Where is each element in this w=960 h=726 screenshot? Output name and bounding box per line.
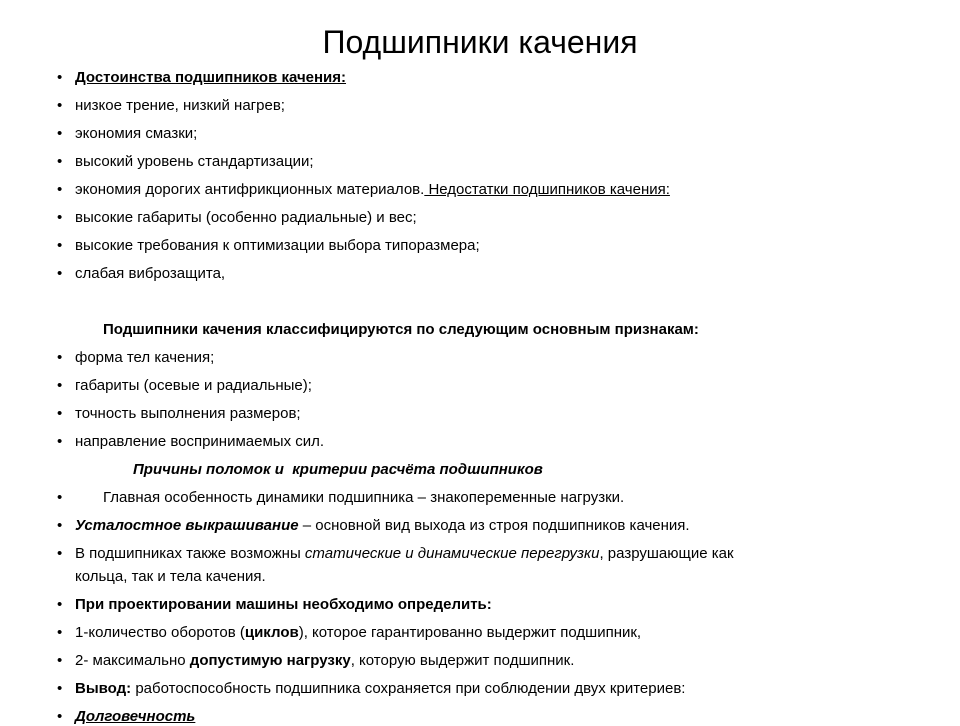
advantage-item: экономия смазки; xyxy=(75,125,198,142)
disadvantage-item: слабая виброзащита, xyxy=(75,265,226,282)
advantage-item: низкое трение, низкий нагрев; xyxy=(75,97,285,114)
overload-post: , разрушающие как xyxy=(599,545,734,562)
bullet: • xyxy=(57,596,63,613)
bullet: • xyxy=(57,680,63,697)
bullet: • xyxy=(57,624,63,641)
item2-term: допустимую нагрузку xyxy=(189,652,351,669)
fatigue-description: – основной вид выхода из строя подшипников качения. xyxy=(298,517,690,534)
classification-item: форма тел качения; xyxy=(75,349,215,366)
advantage-item-last xyxy=(75,180,670,199)
bullet: • xyxy=(57,517,63,534)
bullet: • xyxy=(57,237,63,254)
bullet: • xyxy=(57,153,63,170)
classification-item: направление воспринимаемых сил. xyxy=(75,433,325,450)
bullet: • xyxy=(57,545,63,562)
bullet: • xyxy=(57,405,63,422)
disadvantages-heading: Недостатки подшипников качения: xyxy=(424,181,670,198)
overload-term: статические и динамические перегрузки xyxy=(304,545,600,562)
durability-item: Долговечность xyxy=(75,708,196,725)
overload-pre: В подшипниках также возможны xyxy=(75,545,305,562)
main-feature-text: Главная особенность динамики подшипника – знакопеременные нагрузки. xyxy=(103,489,625,506)
page-title: Подшипники качения xyxy=(322,24,638,60)
item1-term: циклов xyxy=(244,624,299,641)
bullet: • xyxy=(57,433,63,450)
design-item-1 xyxy=(75,623,641,642)
bullet: • xyxy=(57,489,63,506)
item2-post: , которую выдержит подшипник. xyxy=(350,652,575,669)
bullet: • xyxy=(57,265,63,282)
bullet: • xyxy=(57,708,63,725)
item1-post: ), которое гарантированно выдержит подшипник, xyxy=(298,624,642,641)
advantage-item: высокий уровень стандартизации; xyxy=(75,153,314,170)
classification-heading: Подшипники качения классифицируются по следующим основным признакам: xyxy=(103,321,699,338)
design-item-2 xyxy=(75,651,574,670)
bullet: • xyxy=(57,377,63,394)
overload-line xyxy=(75,544,734,563)
fatigue-term: Усталостное выкрашивание xyxy=(75,517,299,534)
bullet: • xyxy=(57,209,63,226)
classification-item: габариты (осевые и радиальные); xyxy=(75,377,312,394)
advantages-heading: Достоинства подшипников качения: xyxy=(75,69,347,86)
fatigue-line xyxy=(75,516,690,535)
classification-item: точность выполнения размеров; xyxy=(75,405,301,422)
conclusion-line xyxy=(75,679,685,698)
bullet: • xyxy=(57,69,63,86)
bullet: • xyxy=(57,125,63,142)
disadvantage-item: высокие требования к оптимизации выбора типоразмера; xyxy=(75,237,480,254)
item1-pre: 1-количество оборотов ( xyxy=(75,624,245,641)
overload-line-2: кольца, так и тела качения. xyxy=(75,568,266,585)
item2-pre: 2- максимально xyxy=(75,652,190,669)
conclusion-text: работоспособность подшипника сохраняется при соблюдении двух критериев: xyxy=(131,680,686,697)
bullet: • xyxy=(57,652,63,669)
bullet: • xyxy=(57,349,63,366)
conclusion-term: Вывод: xyxy=(75,680,132,697)
bullet: • xyxy=(57,181,63,198)
bullet: • xyxy=(57,97,63,114)
design-heading: При проектировании машины необходимо определить: xyxy=(75,596,492,613)
disadvantage-item: высокие габариты (особенно радиальные) и вес; xyxy=(75,209,417,226)
advantage-item-text: экономия дорогих антифрикционных материалов. xyxy=(75,181,425,198)
failures-heading: Причины поломок и критерии расчёта подшипников xyxy=(133,461,543,478)
